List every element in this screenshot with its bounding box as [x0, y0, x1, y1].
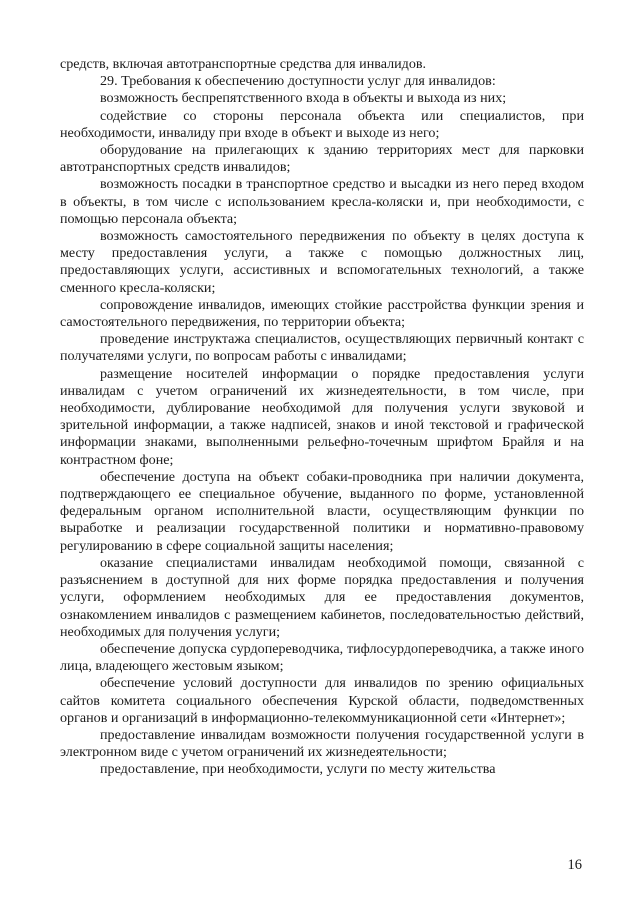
paragraph-9: проведение инструктажа специалистов, осуществляющих первичный контакт с получателями услуги, по вопросам работы с инвалидами;: [60, 331, 584, 365]
paragraph-2: 29. Требования к обеспечению доступности услуг для инвалидов:: [100, 73, 496, 90]
paragraph-1: средств, включая автотранспортные средства для инвалидов.: [60, 56, 427, 72]
page-number: 16: [567, 857, 582, 873]
paragraph-15: предоставление инвалидам возможности получения государственной услуги в электронном виде с учетом ограничений их жизнедеятельности;: [60, 726, 584, 761]
paragraph-4: содействие со стороны персонала объекта или специалистов, при необходимости, инвалиду при входе в объект и выходе из него;: [60, 107, 584, 141]
paragraph-5: оборудование на прилегающих к зданию территориях мест для парковки автотранспортных средств инвалидов;: [60, 142, 584, 176]
paragraph-16: предоставление, при необходимости, услуги по месту жительства: [100, 761, 496, 778]
paragraph-7: возможность самостоятельного передвижения по объекту в целях доступа к месту предоставления услуги, а также с помощью должностных лиц, предоставляющих услуги, ассистивных и вспомогательных технологий, а также сменного кресла-коляски;: [60, 228, 584, 296]
paragraph-10: размещение носителей информации о порядке предоставления услуги инвалидам с учетом ограничений их жизнедеятельности, в том числе, при необходимости, дублирование необходимой для получения услуги звуковой и зрительной информации, а также надписей, знаков и иной текстовой и графической информации знаками, выполненными рельефно-точечным шрифтом Брайля и на контрастном фоне;: [60, 365, 584, 468]
paragraph-14: обеспечение условий доступности для инвалидов по зрению официальных сайтов комитета социального обеспечения Курской области, подведомственных органов и организаций в информационно-телекоммуникационной сети «Интернет»;: [60, 675, 584, 726]
paragraph-12: оказание специалистами инвалидам необходимой помощи, связанной с разъяснением в доступной для них форме порядка предоставления и получения услуги, оформлением необходимых для ее предоставления документов, ознакомлением инвалидов с размещением кабинетов, последовательностью действий, необходимых для получения услуги;: [60, 554, 584, 640]
paragraph-11: обеспечение доступа на объект собаки-проводника при наличии документа, подтверждающего ее специальное обучение, выданного по форме, установленной федеральным органом исполнительной власти, осуществляющим функции по выработке и реализации государственной политики и нормативно-правовому регулированию в сфере социальной защиты населения;: [60, 468, 584, 554]
paragraph-8: сопровождение инвалидов, имеющих стойкие расстройства функции зрения и самостоятельного передвижения, по территории объекта;: [60, 296, 584, 331]
paragraph-3: возможность беспрепятственного входа в объекты и выхода из них;: [100, 90, 507, 107]
document-body: [60, 56, 584, 779]
paragraph-13: обеспечение допуска сурдопереводчика, тифлосурдопереводчика, а также иного лица, владеющего жестовым языком;: [60, 640, 584, 675]
paragraph-6: возможность посадки в транспортное средство и высадки из него перед входом в объекты, в том числе с использованием кресла-коляски и, при необходимости, с помощью персонала объекта;: [60, 176, 584, 227]
